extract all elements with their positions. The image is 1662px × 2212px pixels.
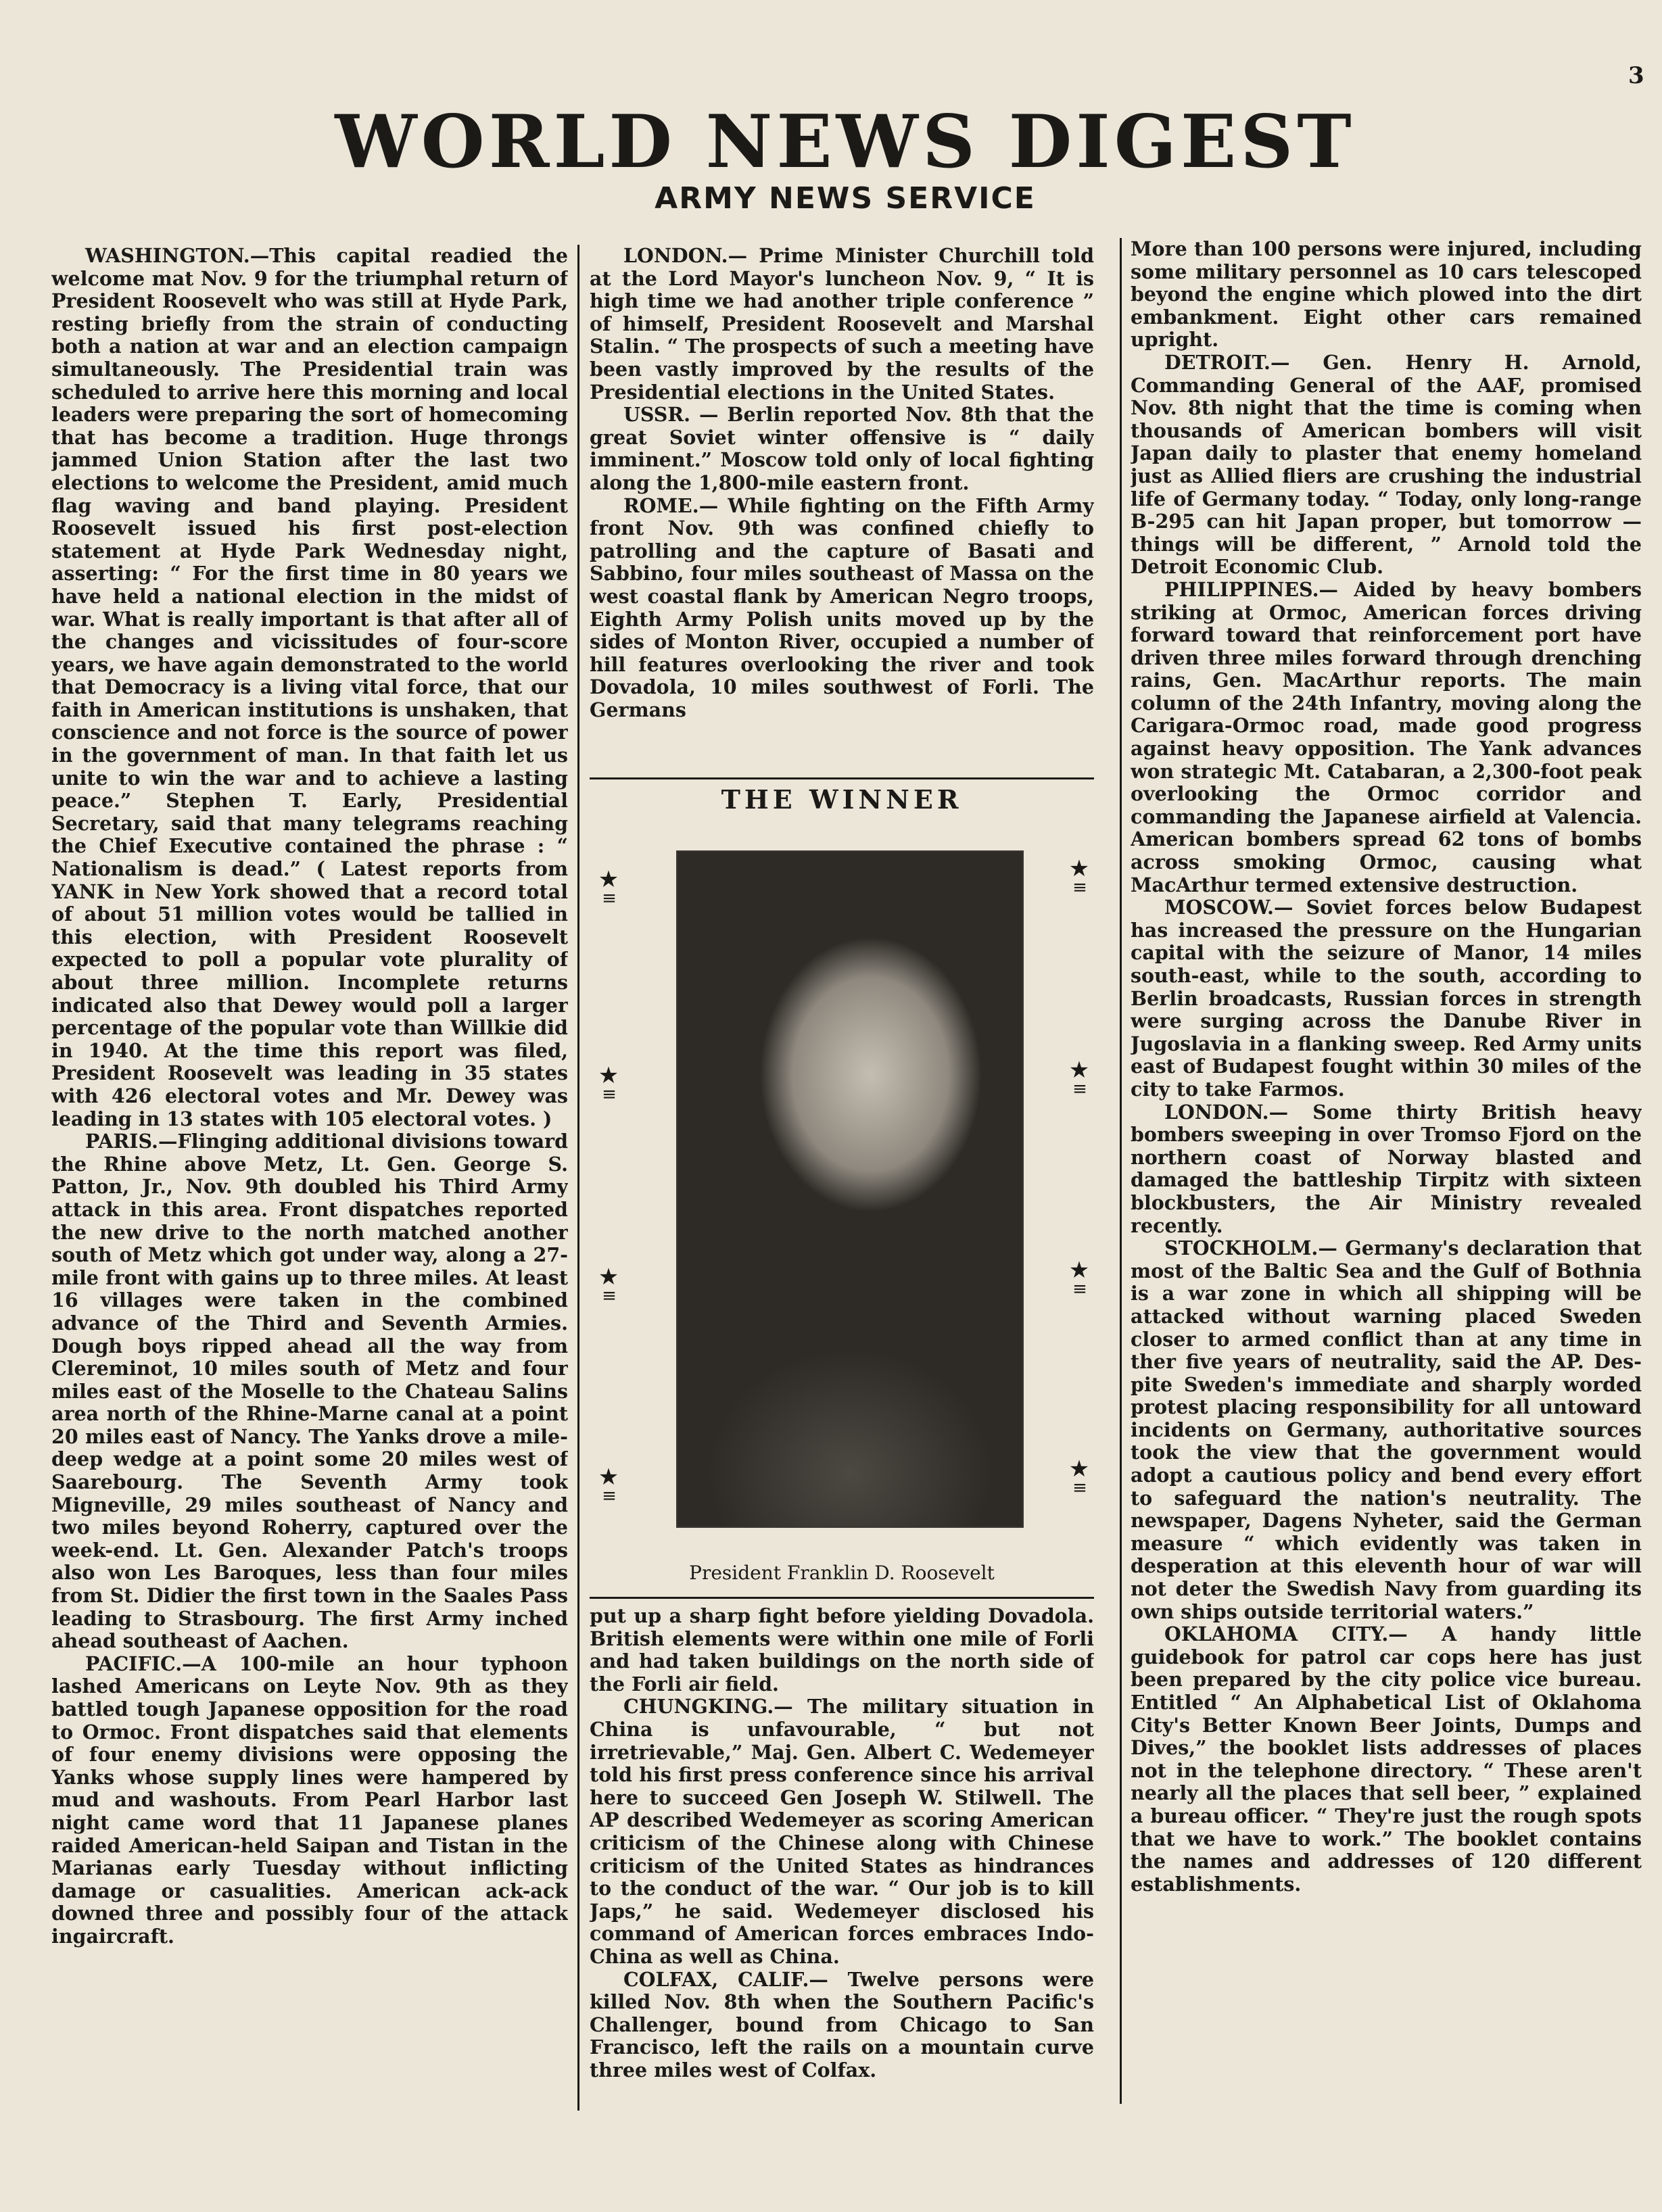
article-stockholm: STOCKHOLM.— Germany's declaration that most of the Baltic Sea and the Gulf of Bothnia is a war zone in which all shipping will be attacked without warning placed Sweden closer to armed conflict than at any time in ther five years of neutrality, said the AP. Des-pite Sweden's immediate and sharply worded protest placing responsibility for all untoward incidents on Germany, authoritative sources took the view that the government would adopt a cautious policy and bend every effort to safeguard the nation's neutrality. The newspaper, Dagens Nyheter, said the German measure “ which evidently was taken in desperation at this eleventh hour of war will not deter the Swedish Navy from guarding its own ships outside territorial waters.” — [1131, 1236, 1642, 1623]
star-icon: ★ ≡ — [598, 1062, 619, 1105]
column-2-top — [590, 245, 1094, 772]
photo-caption: President Franklin D. Roosevelt — [689, 1562, 995, 1584]
star-icon: ★ ≡ — [1068, 1057, 1090, 1099]
column-3 — [1131, 238, 1642, 2104]
article-colfax: COLFAX, CALIF.— Twelve persons were killed Nov. 8th when the Southern Pacific's Challenger, bound from Chicago to San Francisco, left the rails on a mountain curve three miles west of Colfax. — [590, 1967, 1094, 2082]
star-icon: ★ ≡ — [1068, 1456, 1090, 1498]
winner-title: THE WINNER — [721, 784, 963, 815]
article-london-tirpitz: LONDON.— Some thirty British heavy bombers sweeping in over Tromso Fjord on the northern coast of Norway blasted and damaged the battleship Tirpitz with sixteen blockbusters, the Air Ministry revealed recently. — [1131, 1100, 1642, 1237]
article-paris: PARIS.—Flinging additional divisions toward the Rhine above Metz, Lt. Gen. George S. Patton, Jr., Nov. 9th doubled his Third Army attack in this area. Front dispatches reported the new drive to the north matched another south of Metz which got under way, along a 27-mile front with gains up to three miles. At least 16 villages were taken in the combined advance of the Third and Seventh Armies. Dough boys ripped ahead all the way from Clereminot, 10 miles south of Metz and four miles east of the Moselle to the Chateau Salins area north of the Rhine-Marne canal at a point 20 miles east of Nancy. The Yanks drove a mile-deep wedge at a point some 20 miles west of Saarebourg. The Seventh Army took Migneville, 29 miles southeast of Nancy and two miles beyond Roherry, captured over the week-end. Lt. Gen. Alexander Patch's troops also won Les Baroques, less than four miles from St. Didier the first town in the Saales Pass leading to Strasbourg. The first Army inched ahead southeast of Aachen. — [51, 1130, 568, 1653]
masthead: WORLD NEWS DIGEST — [335, 99, 1356, 185]
column-divider-1 — [577, 245, 579, 2111]
winner-rule-top — [590, 777, 1094, 779]
star-icon: ★ ≡ — [1068, 855, 1090, 898]
roosevelt-photo — [676, 850, 1024, 1528]
subhead: ARMY NEWS SERVICE — [655, 181, 1036, 216]
column-1 — [51, 245, 568, 2124]
article-detroit: DETROIT.— Gen. Henry H. Arnold, Commanding General of the AAF, promised Nov. 8th night that the time is coming when thousands of American bombers will visit Japan daily to plaster that enemy homeland just as Allied fliers are crushing the industrial life of Germany today. “ Today, only long-range B-295 can hit Japan proper, but tomorrow — things will be different, ” Arnold told the Detroit Economic Club. — [1131, 350, 1642, 579]
page-number: 3 — [1628, 62, 1644, 89]
article-rome: ROME.— While fighting on the Fifth Army front Nov. 9th was confined chiefly to patrolling and the capture of Basati and Sabbino, four miles southeast of Massa on the west coastal flank by American Negro troops, Eighth Army Polish units moved up by the sides of Monton River, occupied a number of hill features overlooking the river and took Dovadola, 10 miles southwest of Forli. The Germans — [590, 494, 1094, 721]
article-chungking: CHUNGKING.— The military situation in China is unfavourable, “ but not irretrievable,” Maj. Gen. Albert C. Wedemeyer told his first press conference since his arrival here to succeed Gen Joseph W. Stilwell. The AP described Wedemeyer as scoring American criticism of the Chinese along with Chinese criticism of the United States as hindrances to the conduct of the war. “ Our job is to kill Japs,” he said. Wedemeyer disclosed his command of American forces embraces Indo-China as well as China. — [590, 1695, 1094, 1968]
column-2-bottom — [590, 1605, 1094, 2112]
winner-rule-bottom — [590, 1597, 1094, 1599]
article-washington: WASHINGTON.—This capital readied the welcome mat Nov. 9 for the triumphal return of President Roosevelt who was still at Hyde Park, resting briefly from the strain of conducting both a nation at war and an election campaign simultaneously. The Presidential train was scheduled to arrive here this morning and local leaders were preparing the sort of homecoming that has become a tradition. Huge throngs jammed Union Station after the last two elections to welcome the President, amid much flag waving and band playing. President Roosevelt issued his first post-election statement at Hyde Park Wednesday night, asserting: “ For the first time in 80 years we have held a national election in the midst of war. What is really important is that after all of the changes and vicissitudes of four-score years, we have again demonstrated to the world that Democracy is a living vital force, that our faith in American institutions is unshaken, that conscience and not force is the source of power in the government of man. In that faith let us unite to win the war and to achieve a lasting peace.” Stephen T. Early, Presidential Secretary, said that many telegrams reaching the Chief Executive contained the phrase : “ Nationalism is dead.” ( Latest reports from YANK in New York showed that a record total of about 51 million votes would be tallied in this election, with President Roosevelt expected to poll a popular vote plurality of about three million. Incomplete returns indicated also that Dewey would poll a larger percentage of the popular vote than Willkie did in 1940. At the time this report was filed, President Roosevelt was leading in 35 states with 426 electoral votes and Mr. Dewey was leading in 13 states with 105 electoral votes. ) — [51, 245, 568, 1130]
article-london-churchill: LONDON.— Prime Minister Churchill told at the Lord Mayor's luncheon Nov. 9, “ It is high time we had another triple conference ” of himself, President Roosevelt and Marshal Stalin. “ The prospects of such a meeting have been vastly improved by the results of the Presidential elections in the United States. — [590, 245, 1094, 404]
article-ussr: USSR. — Berlin reported Nov. 8th that the great Soviet winter offensive is “ daily imminent.” Moscow told only of local fighting along the 1,800-mile eastern front. — [590, 403, 1094, 494]
article-pacific: PACIFIC.—A 100-mile an hour typhoon lashed Americans on Leyte Nov. 9th as they battled tough Japanese opposition for the road to Ormoc. Front dispatches said that elements of four enemy divisions were opposing the Yanks whose supply lines were hampered by mud and washouts. From Pearl Harbor last night came word that 11 Japanese planes raided American-held Saipan and Tistan in the Marianas early Tuesday without inflicting damage or casualities. American ack-ack downed three and possibly four of the attack ingaircraft. — [51, 1652, 568, 1948]
star-icon: ★ ≡ — [598, 866, 619, 909]
star-icon: ★ ≡ — [598, 1264, 619, 1306]
column-divider-2 — [1120, 238, 1122, 2104]
article-philippines: PHILIPPINES.— Aided by heavy bombers striking at Ormoc, American forces driving forward toward that reinforcement port have driven three miles forward through drenching rains, Gen. MacArthur reports. The main column of the 24th Infantry, moving along the Carigara-Ormoc road, made good progress against heavy opposition. The Yank advances won strategic Mt. Catabaran, a 2,300-foot peak overlooking the Ormoc corridor and commanding the Japanese airfield at Valencia. American bombers spread 62 tons of bombs across smoking Ormoc, causing what MacArthur termed extensive destruction. — [1131, 577, 1642, 896]
article-rome-continued: put up a sharp fight before yielding Dovadola. British elements were within one mile of Forli and had taken buildings on the north side of the Forli air field. — [590, 1605, 1094, 1696]
article-moscow: MOSCOW.— Soviet forces below Budapest has increased the pressure on the Hungarian capital with the seizure of Manor, 14 miles south-east, while to the south, according to Berlin broadcasts, Russian forces in strength were surging across the Danube River in Jugoslavia in a flanking sweep. Red Army units east of Budapest fought within 30 miles of the city to take Farmos. — [1131, 896, 1642, 1101]
article-colfax-continued: More than 100 persons were injured, including some military personnel as 10 cars telescoped beyond the engine which plowed into the dirt embankment. Eight other cars remained upright. — [1131, 238, 1642, 352]
star-icon: ★ ≡ — [598, 1464, 619, 1506]
star-icon: ★ ≡ — [1068, 1257, 1090, 1299]
article-oklahoma-city: OKLAHOMA CITY.— A handy little guidebook for patrol car cops here has just been prepared by the city police vice bureau. Entitled “ An Alphabetical List of Oklahoma City's Better Known Beer Joints, Dumps and Dives,” the booklet lists addresses of places not in the telephone directory. “ These aren't nearly all the places that sell beer, ” explained a bureau officer. “ They're just the rough spots that we have to work.” The booklet contains the names and addresses of 120 different establishments. — [1131, 1622, 1642, 1896]
